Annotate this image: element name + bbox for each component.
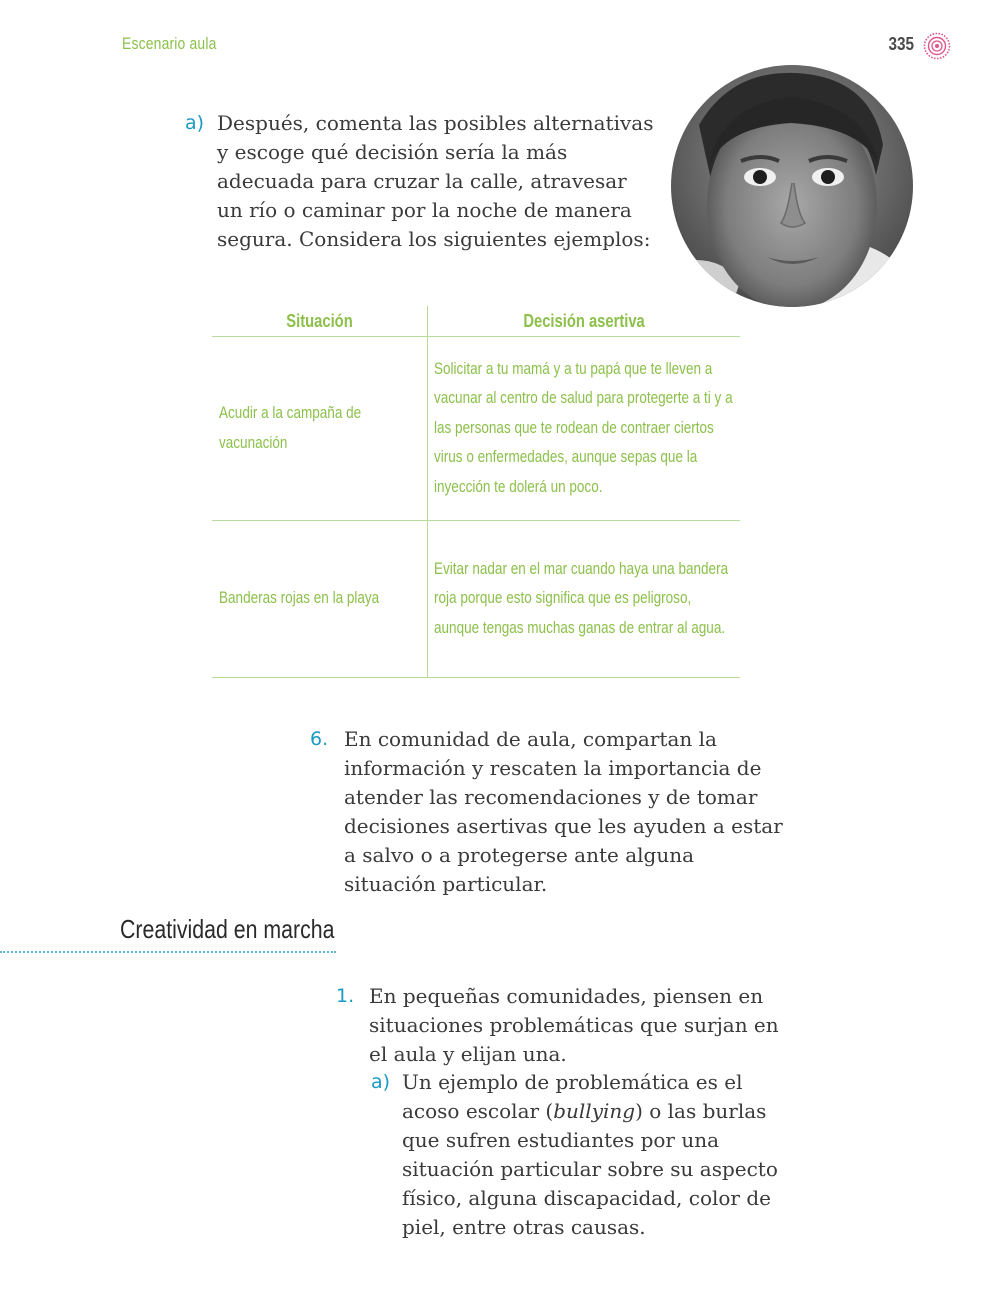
assertive-decision-table: [212, 306, 740, 678]
item-a-marker: a): [185, 112, 205, 134]
item-a-text: Después, comenta las posibles alternativas y escoge qué decisión sería la más adecuada para cruzar la calle, atravesar un río o caminar por la noche de manera segura. Considera los siguientes ejemplos:: [217, 111, 654, 251]
item-1-text: En pequeñas comunidades, piensen en situaciones problemáticas que surjan en el aula y elijan una.: [369, 984, 779, 1066]
item-1a-text-italic: bullying: [553, 1099, 636, 1123]
table-row: [212, 337, 740, 521]
item-1a-marker: a): [371, 1071, 391, 1093]
table-header-row: [212, 306, 740, 337]
item-1a-text-before: Un ejemplo de problemática es el acoso escolar (: [402, 1070, 743, 1123]
section-divider: [0, 951, 336, 953]
item-6-text: En comunidad de aula, compartan la información y rescaten la importancia de atender las recomendaciones y de tomar decisiones asertivas que les ayuden a estar a salvo o a protegerse ante alguna situación particular.: [344, 727, 783, 896]
table-header-decision: Decisión asertiva: [428, 306, 741, 337]
item-6-marker: 6.: [310, 728, 329, 750]
table-cell-situation: Acudir a la campaña de vacunación: [212, 337, 428, 521]
section-title: Creatividad en marcha: [120, 914, 335, 944]
table-row: [212, 521, 740, 678]
child-portrait-photo: [671, 65, 913, 307]
item-1a-text-after: ) o las burlas que sufren estudiantes por una situación particular sobre su aspecto físico, alguna discapacidad, color de piel, entre otras causas.: [402, 1099, 778, 1239]
table-cell-decision: Evitar nadar en el mar cuando haya una bandera roja porque esto significa que es peligroso, aunque tengas muchas ganas de entrar al agua.: [428, 521, 741, 678]
header-section-title: Escenario aula: [122, 34, 217, 53]
table-header-situation: Situación: [212, 306, 428, 337]
table-cell-situation: Banderas rojas en la playa: [212, 521, 428, 678]
table-cell-decision: Solicitar a tu mamá y a tu papá que te lleven a vacunar al centro de salud para protegerte a ti y a las personas que te rodean de contraer ciertos virus o enfermedades, aunque sepas que la inyección te dolerá un poco.: [428, 337, 741, 521]
item-1a-text: [402, 1068, 792, 1242]
concentric-circle-flower-icon: [923, 32, 951, 60]
item-1-marker: 1.: [336, 985, 355, 1007]
page-number: 335: [888, 34, 914, 54]
